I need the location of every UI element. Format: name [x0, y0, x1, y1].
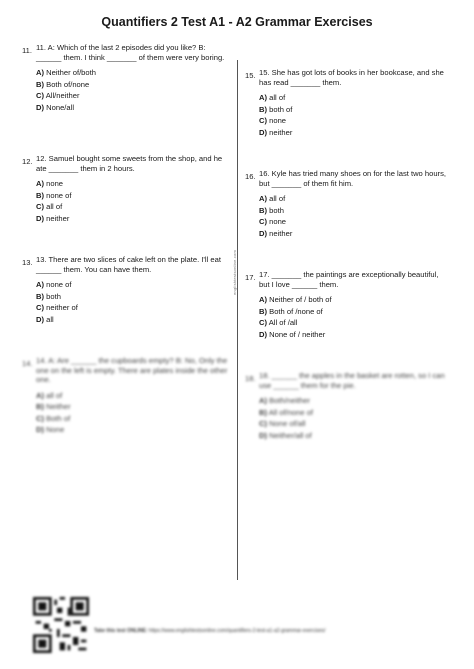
option-letter: B) [259, 104, 268, 114]
option-text: All/neither [45, 91, 80, 100]
question-number: 13. [22, 258, 33, 267]
option-text: Neither of / both of [269, 295, 332, 304]
option-letter: D) [36, 102, 45, 112]
option-c [36, 91, 228, 101]
option-text: all of [46, 390, 63, 400]
footer-url[interactable]: https://www.englishtestsonline.com/quantifiers-2-test-a1-a2-grammar-exercises/ [148, 628, 326, 634]
option-d [36, 103, 228, 113]
option-text: all [46, 314, 54, 324]
option-c [259, 217, 451, 227]
option-b [36, 402, 228, 412]
option-text: none [46, 179, 64, 188]
option-text: Neither of/both [46, 68, 96, 77]
question-text: 13. There are two slices of cake left on the plate. I'll eat ______ them. You can have them. [36, 255, 221, 274]
option-text: both [269, 205, 284, 215]
option-text: Both/neither [269, 396, 311, 405]
option-letter: B) [36, 402, 45, 411]
option-letter: B) [36, 190, 45, 200]
option-letter: C) [36, 303, 45, 312]
option-letter: D) [259, 228, 268, 238]
qr-code[interactable] [33, 597, 89, 653]
footer-label: Take this test ONLINE: [94, 628, 148, 634]
option-letter: A) [259, 295, 268, 304]
option-text: Neither [46, 402, 71, 411]
option-text: None/all [46, 102, 75, 112]
question-number: 17. [245, 273, 256, 282]
question-text: 11. A: Which of the last 2 episodes did you like? B: ______ them. I think _______ of them were very boring. [36, 43, 225, 62]
option-text: none [269, 116, 287, 125]
option-text: neither [269, 127, 293, 137]
footer-link[interactable] [94, 628, 454, 635]
option-letter: C) [36, 413, 45, 423]
option-text: Both of /none of [269, 306, 323, 316]
option-letter: B) [36, 79, 45, 89]
option-a [36, 68, 228, 78]
option-d [259, 128, 451, 138]
option-a [259, 396, 451, 406]
option-letter: B) [259, 407, 268, 417]
option-letter: C) [36, 202, 45, 211]
option-b [36, 292, 228, 302]
option-b [259, 105, 451, 115]
option-letter: A) [36, 390, 45, 400]
option-b [36, 80, 228, 90]
option-letter: D) [259, 329, 268, 339]
option-c [36, 414, 228, 424]
option-letter: D) [36, 314, 45, 324]
option-text: neither [46, 213, 70, 223]
option-b [259, 408, 451, 418]
option-letter: C) [259, 116, 268, 125]
option-d [259, 229, 451, 239]
option-text: All of/none of [268, 407, 314, 417]
question-text: 17. _______ the paintings are exceptionally beautiful, but I love ______ them. [259, 270, 439, 289]
option-letter: B) [259, 205, 268, 215]
question-number: 15. [245, 71, 256, 80]
option-d [36, 425, 228, 435]
option-text: neither [269, 228, 293, 238]
option-text: None of / neither [269, 329, 326, 339]
option-d [259, 330, 451, 340]
option-d [36, 315, 228, 325]
option-b [259, 307, 451, 317]
column-divider [237, 60, 238, 580]
option-text: neither of [46, 303, 78, 312]
option-a [36, 391, 228, 401]
question-text: 16. Kyle has tried many shoes on for the last two hours, but _______ of them fit him. [259, 169, 446, 188]
option-d [259, 431, 451, 441]
option-letter: A) [36, 179, 45, 188]
question-number: 18. [245, 374, 256, 383]
option-text: none of [46, 190, 72, 200]
option-letter: B) [36, 291, 45, 301]
question-number: 16. [245, 172, 256, 181]
option-text: none [269, 217, 287, 226]
option-letter: C) [259, 318, 268, 327]
option-letter: A) [259, 396, 268, 405]
option-c [36, 303, 228, 313]
option-c [259, 419, 451, 429]
option-a [36, 280, 228, 290]
option-a [36, 179, 228, 189]
option-text: Both of [46, 413, 71, 423]
option-text: all of [269, 194, 286, 203]
question-text: 18. ______ the apples in the basket are rotten, so I can use ______ them for the pie. [259, 371, 445, 390]
option-text: Neither/all of [269, 430, 312, 440]
option-letter: C) [259, 419, 268, 428]
option-letter: D) [259, 127, 268, 137]
question-number: 11. [22, 46, 32, 55]
option-letter: C) [259, 217, 268, 226]
option-text: both of [269, 104, 293, 114]
option-text: none of [46, 280, 72, 289]
side-watermark-url: englishtestsonline.com [232, 250, 237, 295]
option-c [259, 318, 451, 328]
option-letter: D) [259, 430, 268, 440]
option-letter: B) [259, 306, 268, 316]
option-c [36, 202, 228, 212]
question-text: 12. Samuel bought some sweets from the shop, and he ate _______ them in 2 hours. [36, 154, 223, 173]
option-b [259, 206, 451, 216]
option-letter: C) [36, 91, 45, 100]
option-text: both [46, 291, 61, 301]
option-text: None [46, 425, 65, 434]
option-a [259, 295, 451, 305]
option-text: all of [46, 202, 63, 211]
question-text: 15. She has got lots of books in her bookcase, and she has read _______ them. [259, 68, 444, 87]
question-number: 12. [22, 157, 33, 166]
option-text: All of /all [268, 318, 298, 327]
page-title: Quantifiers 2 Test A1 - A2 Grammar Exercises [101, 15, 373, 29]
option-b [36, 191, 228, 201]
option-c [259, 116, 451, 126]
option-letter: A) [36, 280, 45, 289]
option-text: Both of/none [46, 79, 90, 89]
option-a [259, 93, 451, 103]
option-letter: D) [36, 213, 45, 223]
option-text: all of [269, 93, 286, 102]
option-a [259, 194, 451, 204]
option-letter: A) [259, 194, 268, 203]
question-number: 14. [22, 359, 33, 368]
option-letter: D) [36, 425, 45, 434]
question-text: 14. A: Are ______ the cupboards empty? B: No, Only the one on the left is empty. There are plates inside the other one. [36, 356, 228, 384]
option-text: None of/all [269, 419, 306, 428]
option-d [36, 214, 228, 224]
option-letter: A) [36, 68, 45, 77]
option-letter: A) [259, 93, 268, 102]
